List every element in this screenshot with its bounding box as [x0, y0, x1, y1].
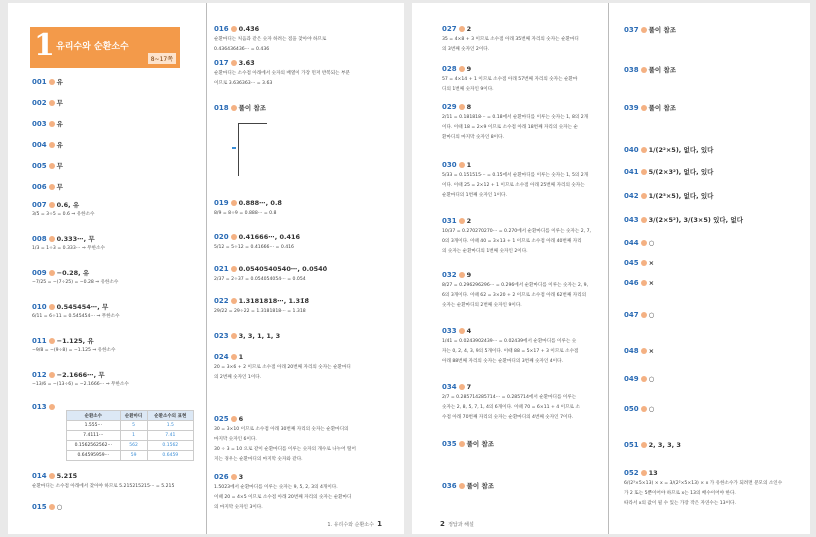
question-answer	[32, 336, 94, 345]
answer-marker-icon	[49, 142, 55, 148]
answer-text: 8	[466, 103, 472, 111]
answer-marker-icon	[459, 272, 465, 278]
answer-text: 풀이 참조	[238, 104, 267, 112]
question-number: 021	[214, 265, 229, 273]
header-rule	[30, 67, 180, 68]
answer-text: 3, 3, 1, 1, 3	[238, 332, 281, 340]
answer-marker-icon	[641, 470, 647, 476]
answer-marker-icon	[231, 474, 237, 480]
question-answer	[442, 481, 494, 490]
question-answer	[214, 233, 300, 241]
question-answer	[32, 77, 63, 86]
question-answer	[442, 103, 471, 111]
answer-text: 3	[238, 473, 244, 481]
explanation-line: 1/41 = 0.0243902439⋯ = 0.0̇243̇9̇에서 순환마디를 이루는 숫	[442, 339, 577, 344]
explanation-line: 순환마디는 처음과 같은 숫자 하려는 점을 찾아야 하므로	[214, 37, 327, 42]
answer-text: 0.41666⋯, 0.416̇	[238, 233, 301, 241]
answer-marker-icon	[49, 473, 55, 479]
question-answer	[624, 25, 676, 34]
question-answer	[214, 415, 243, 423]
question-number: 029	[442, 103, 457, 111]
answer-marker-icon	[49, 121, 55, 127]
explanation-line: 29/22 = 29÷22 = 1.3181818⋯ = 1.31̇8̇	[214, 309, 306, 314]
answer-marker-icon	[231, 266, 237, 272]
answer-marker-icon	[49, 404, 55, 410]
answer-marker-icon	[459, 483, 465, 489]
answer-marker-icon	[49, 184, 55, 190]
answer-text: 풀이 참조	[648, 66, 677, 74]
question-answer	[624, 259, 654, 267]
table-cell: 0.645̇9̇	[147, 451, 193, 461]
question-answer	[624, 311, 654, 319]
answer-text: ×	[648, 259, 655, 267]
explanation-line: 1.5̇02̇3에서 순환마디를 이루는 숫자는 9, 5, 2, 3의 4개이다.	[214, 485, 338, 490]
answer-marker-icon	[641, 217, 647, 223]
table-header: 순환소수의 표현	[147, 411, 193, 421]
question-number: 046	[624, 279, 639, 287]
explanation-line: 의 마지막 숫자인 3이다.	[214, 505, 263, 510]
question-answer	[214, 473, 243, 481]
answer-text: 4	[466, 327, 472, 335]
question-answer	[214, 332, 280, 340]
answer-text: 7	[466, 383, 472, 391]
question-number: 012	[32, 371, 47, 379]
explanation-line: 순환마디는 소수점 아래에서 숫자의 배열이 가장 먼저 반복되는 부분	[214, 71, 350, 76]
answer-text: 풀이 참조	[466, 482, 495, 490]
question-number: 005	[32, 162, 47, 170]
question-number: 035	[442, 440, 457, 448]
question-number: 023	[214, 332, 229, 340]
footer-left: 1. 유리수와 순환소수 1	[327, 520, 382, 528]
explanation-line: 이다. 이때 18 = 2×9 이므로 소수점 아래 18번째 자리의 숫자는 순	[442, 125, 578, 130]
question-answer	[214, 59, 255, 67]
long-division-sketch	[226, 117, 396, 187]
answer-text: 1/(2²×5), 없다, 있다	[648, 146, 714, 154]
answer-text: 무	[56, 183, 63, 191]
answer-text: 9	[466, 65, 472, 73]
question-answer	[32, 472, 77, 480]
explanation-line: 환마디의 마지막 숫자인 8이다.	[442, 135, 505, 140]
question-answer	[624, 441, 681, 449]
answer-marker-icon	[49, 372, 55, 378]
answer-text: 0.4̇3̇6̇	[238, 25, 260, 33]
answer-text: ○	[648, 375, 655, 383]
question-number: 033	[442, 327, 457, 335]
question-answer	[442, 65, 471, 73]
chapter-title: 유리수와 순환소수	[56, 42, 129, 52]
table-row	[67, 421, 194, 431]
answer-text: ○	[56, 503, 63, 511]
answer-text: ×	[648, 279, 655, 287]
question-answer	[32, 200, 79, 209]
chapter-number: 1	[34, 28, 55, 63]
answer-marker-icon	[49, 270, 55, 276]
question-answer	[442, 383, 471, 391]
question-answer	[214, 199, 282, 207]
explanation-line: 6/11 = 6÷11 = 0.545454⋯ ⇒ 무한소수	[32, 314, 120, 319]
question-number: 008	[32, 235, 47, 243]
question-answer	[624, 215, 743, 224]
column-divider	[608, 3, 609, 534]
answer-marker-icon	[231, 60, 237, 66]
answer-text: ○	[648, 239, 655, 247]
explanation-line: 순환마디는 소수점 아래에서 찾아야 하므로 5.215215215⋯ = 5.2̇15̇	[32, 484, 175, 489]
answer-text: 6	[238, 415, 244, 423]
table-row	[67, 451, 194, 461]
table-cell: 562	[120, 441, 147, 451]
question-number: 041	[624, 168, 639, 176]
question-answer	[624, 65, 676, 74]
explanation-line: 6/(2³×5×13) × x = 3/(2²×5×13) × x 가 유한소수가 되려면 분모의 소인수	[624, 481, 783, 486]
answer-marker-icon	[641, 240, 647, 246]
question-number: 051	[624, 441, 639, 449]
repeating-decimal-table	[66, 410, 194, 461]
answer-text: 1/(2³×5), 없다, 있다	[648, 192, 714, 200]
question-answer	[624, 103, 676, 112]
answer-text: 무	[56, 162, 63, 170]
chapter-header	[30, 27, 180, 67]
question-number: 052	[624, 469, 639, 477]
table-cell: 0.1562562562⋯	[67, 441, 121, 451]
answer-marker-icon	[49, 100, 55, 106]
answer-text: 유	[56, 120, 63, 128]
answer-marker-icon	[641, 67, 647, 73]
answer-marker-icon	[459, 162, 465, 168]
question-number: 001	[32, 78, 47, 86]
table-row	[67, 441, 194, 451]
explanation-line: 3/5 = 3÷5 = 0.6 ⇒ 유한소수	[32, 212, 95, 217]
question-number: 002	[32, 99, 47, 107]
question-number: 018	[214, 104, 229, 112]
question-number: 019	[214, 199, 229, 207]
answer-marker-icon	[459, 441, 465, 447]
answer-marker-icon	[231, 416, 237, 422]
explanation-line: 순환마디의 1번째 숫자인 1이다.	[442, 193, 507, 198]
question-number: 028	[442, 65, 457, 73]
explanation-line: 57 = 4×14 + 1 이므로 소수점 아래 57번째 자리의 숫자는 순환마	[442, 77, 578, 82]
explanation-line: −13/6 = −(13÷6) = −2.1666⋯ ⇒ 무한소수	[32, 382, 129, 387]
answer-marker-icon	[49, 304, 55, 310]
table-cell: 1.5̇	[147, 421, 193, 431]
question-number: 022	[214, 297, 229, 305]
question-number: 027	[442, 25, 457, 33]
question-number: 043	[624, 216, 639, 224]
answer-text: 0.545454⋯, 무	[56, 303, 109, 311]
explanation-line: 자는 0, 2, 4, 3, 9의 5개이다. 이때 88 = 5×17 + 3 이므로 소수점	[442, 349, 579, 354]
answer-text: 0.888⋯, 0.8̇	[238, 199, 282, 207]
explanation-line: 5/12 = 5÷12 = 0.41666⋯ = 0.416̇	[214, 245, 294, 250]
column-divider	[206, 3, 207, 534]
question-number: 015	[32, 503, 47, 511]
answer-marker-icon	[641, 105, 647, 111]
explanation-line: 6의 3개이다. 이때 62 = 3×20 + 2 이므로 소수점 아래 62번째 자리의	[442, 293, 587, 298]
explanation-line: 8/9 = 8÷9 = 0.888⋯ = 0.8̇	[214, 211, 277, 216]
remainder-highlight	[232, 147, 236, 149]
question-number: 038	[624, 66, 639, 74]
answer-text: 13	[648, 469, 658, 477]
explanation-line: 지는 경우는 순환마디의 마지막 숫자와 같다.	[214, 457, 303, 462]
question-answer	[624, 279, 654, 287]
explanation-line: 30 ÷ 3 = 10 으로 같이 순환마디를 이루는 숫자의 개수로 나누어 떨어	[214, 447, 356, 452]
answer-text: 풀이 참조	[648, 26, 677, 34]
question-number: 024	[214, 353, 229, 361]
answer-text: ×	[648, 347, 655, 355]
question-answer	[32, 234, 95, 243]
question-answer	[624, 145, 713, 154]
answer-marker-icon	[641, 442, 647, 448]
answer-text: −2.1666⋯, 무	[56, 371, 105, 379]
answer-text: −0.28, 유	[56, 269, 90, 277]
answer-marker-icon	[459, 66, 465, 72]
question-number: 006	[32, 183, 47, 191]
question-answer	[624, 167, 713, 176]
question-number: 003	[32, 120, 47, 128]
table-cell: 0.15̇62̇	[147, 441, 193, 451]
answer-marker-icon	[231, 333, 237, 339]
question-number: 036	[442, 482, 457, 490]
question-number: 004	[32, 141, 47, 149]
question-answer	[624, 191, 713, 200]
question-answer	[442, 161, 471, 169]
question-number: 047	[624, 311, 639, 319]
question-number: 014	[32, 472, 47, 480]
answer-text: 0.333⋯, 무	[56, 235, 95, 243]
answer-marker-icon	[49, 338, 55, 344]
answer-marker-icon	[49, 202, 55, 208]
question-answer	[32, 268, 89, 277]
answer-marker-icon	[231, 200, 237, 206]
table-row	[67, 431, 194, 441]
explanation-line: 2/37 = 2÷37 = 0.054054054⋯ = 0.0̇54̇	[214, 277, 306, 282]
question-answer	[32, 403, 57, 411]
table-cell: 5	[120, 421, 147, 431]
question-answer	[32, 161, 63, 170]
explanation-line: 8/27 = 0.296296296⋯ = 0.2̇96̇에서 순환마디를 이루는 숫자는 2, 9,	[442, 283, 589, 288]
answer-marker-icon	[459, 104, 465, 110]
answer-marker-icon	[641, 280, 647, 286]
question-number: 045	[624, 259, 639, 267]
question-answer	[32, 140, 63, 149]
question-answer	[442, 271, 471, 279]
question-answer	[32, 98, 63, 107]
answer-text: 2, 3, 3, 3	[648, 441, 681, 449]
question-answer	[442, 439, 494, 448]
question-number: 011	[32, 337, 47, 345]
answer-marker-icon	[641, 376, 647, 382]
answer-text: 3/(2×5²), 3/(3×5) 있다, 없다	[648, 216, 743, 224]
explanation-line: 디의 1번째 숫자인 9이다.	[442, 87, 494, 92]
question-answer	[214, 103, 266, 112]
question-number: 013	[32, 403, 47, 411]
answer-marker-icon	[641, 406, 647, 412]
question-answer	[442, 25, 471, 33]
question-number: 042	[624, 192, 639, 200]
answer-marker-icon	[459, 328, 465, 334]
table-cell: 7.41̇	[147, 431, 193, 441]
answer-text: 풀이 참조	[466, 440, 495, 448]
question-number: 032	[442, 271, 457, 279]
answer-text: 1	[238, 353, 244, 361]
answer-text: 2	[466, 217, 472, 225]
question-number: 037	[624, 26, 639, 34]
question-answer	[442, 327, 471, 335]
answer-text: 1	[466, 161, 472, 169]
question-answer	[624, 375, 654, 383]
question-answer	[442, 217, 471, 225]
chapter-pages: 8~17쪽	[148, 53, 176, 64]
question-number: 039	[624, 104, 639, 112]
answer-text: 풀이 참조	[648, 104, 677, 112]
explanation-line: 2/7 = 0.285714285714⋯ = 0.2̇85714̇에서 순환마디를 이루는	[442, 395, 577, 400]
explanation-line: 0의 3개이다. 이때 40 = 3×13 + 1 이므로 소수점 아래 40번째 자리	[442, 239, 582, 244]
answer-marker-icon	[641, 169, 647, 175]
table-cell: 0.64595959⋯	[67, 451, 121, 461]
question-answer	[624, 405, 654, 413]
answer-text: 1.3181818⋯, 1.31̇8̇	[238, 297, 310, 305]
question-number: 030	[442, 161, 457, 169]
question-number: 044	[624, 239, 639, 247]
table-cell: 59	[120, 451, 147, 461]
explanation-line: 가 2 또는 5뿐이어야 하므로 x는 13의 배수이어야 한다.	[624, 491, 736, 496]
explanation-line: 이므로 3.636363⋯ = 3.6̇3̇	[214, 81, 273, 86]
answer-marker-icon	[231, 26, 237, 32]
answer-text: 3.6̇3̇	[238, 59, 255, 67]
question-answer	[32, 119, 63, 128]
question-number: 026	[214, 473, 229, 481]
explanation-line: 의 3번째 숫자인 2이다.	[442, 47, 490, 52]
question-answer	[32, 370, 105, 379]
question-number: 040	[624, 146, 639, 154]
answer-marker-icon	[49, 504, 55, 510]
explanation-line: 의 숫자는 순환마디의 1번째 숫자인 2이다.	[442, 249, 528, 254]
question-answer	[32, 302, 108, 311]
question-number: 048	[624, 347, 639, 355]
answer-marker-icon	[641, 260, 647, 266]
question-number: 020	[214, 233, 229, 241]
answer-marker-icon	[49, 236, 55, 242]
answer-marker-icon	[641, 312, 647, 318]
explanation-line: 의 2번째 숫자인 1이다.	[214, 375, 262, 380]
table-cell: 1	[120, 431, 147, 441]
question-answer	[214, 265, 327, 273]
answer-text: ○	[648, 405, 655, 413]
explanation-line: −7/25 = −(7÷25) = −0.28 ⇒ 유한소수	[32, 280, 119, 285]
question-number: 009	[32, 269, 47, 277]
answer-marker-icon	[641, 348, 647, 354]
question-answer	[624, 347, 654, 355]
answer-marker-icon	[459, 384, 465, 390]
explanation-line: 이때 20 = 4×5 이므로 소수점 아래 20번째 자리의 숫자는 순환마디	[214, 495, 352, 500]
explanation-line: 이다. 이때 25 = 2×12 + 1 이므로 소수점 아래 25번째 자리의 숫자는	[442, 183, 585, 188]
explanation-line: 수점 아래 70번째 자리의 숫자는 순환마디의 4번째 숫자인 7이다.	[442, 415, 574, 420]
explanation-line: 숫자는 2, 8, 5, 7, 1, 4의 6개이다. 이때 70 = 6×11 + 4 이므로 소	[442, 405, 580, 410]
explanation-line: 5/33 = 0.151515⋯ = 0.1̇5̇에서 순환마디를 이루는 숫자는 1, 5의 2개	[442, 173, 589, 178]
question-answer	[214, 353, 243, 361]
question-answer	[32, 182, 63, 191]
answer-text: 0.6, 유	[56, 201, 80, 209]
explanation-line: 따라서 x의 값이 될 수 있는 가장 작은 자연수는 13이다.	[624, 501, 736, 506]
question-number: 049	[624, 375, 639, 383]
explanation-line: 아래 88번째 자리의 숫자는 순환마디의 3번째 숫자인 4이다.	[442, 359, 564, 364]
answer-text: 유	[56, 78, 63, 86]
page-right	[412, 3, 810, 534]
explanation-line: 10/37 = 0.270270270⋯ = 0.2̇70̇에서 순환마디를 이루는 숫자는 2, 7,	[442, 229, 591, 234]
explanation-line: 1/3 = 1÷3 = 0.333⋯ ⇒ 무한소수	[32, 246, 105, 251]
page-left	[8, 3, 404, 534]
answer-marker-icon	[231, 354, 237, 360]
question-number: 010	[32, 303, 47, 311]
question-answer	[214, 25, 259, 33]
question-number: 031	[442, 217, 457, 225]
answer-text: −1.125, 유	[56, 337, 94, 345]
answer-text: 5/(2×3²), 없다, 있다	[648, 168, 714, 176]
answer-text: 0.0540540540⋯, 0.05̇4̇0̇	[238, 265, 328, 273]
question-answer	[214, 297, 309, 305]
explanation-line: 마지막 숫자인 6이다.	[214, 437, 257, 442]
question-number: 034	[442, 383, 457, 391]
answer-marker-icon	[49, 79, 55, 85]
explanation-line: −9/8 = −(9÷8) = −1.125 ⇒ 유한소수	[32, 348, 116, 353]
question-number: 050	[624, 405, 639, 413]
explanation-line: 35 = 4×8 + 3 이므로 소수점 아래 35번째 자리의 숫자는 순환마디	[442, 37, 579, 42]
table-header: 순환마디	[120, 411, 147, 421]
table-cell: 7.4111⋯	[67, 431, 121, 441]
explanation-line: 숫자는 순환마디의 2번째 숫자인 9이다.	[442, 303, 522, 308]
answer-marker-icon	[641, 27, 647, 33]
explanation-line: 2/11 = 0.181818⋯ = 0.1̇8̇에서 순환마디를 이루는 숫자는 1, 8의 2개	[442, 115, 589, 120]
answer-text: 9	[466, 271, 472, 279]
answer-marker-icon	[231, 105, 237, 111]
footer-right: 2 정답과 해설	[440, 520, 474, 528]
answer-text: 2	[466, 25, 472, 33]
answer-marker-icon	[459, 218, 465, 224]
answer-text: 무	[56, 99, 63, 107]
answer-marker-icon	[641, 147, 647, 153]
question-number: 017	[214, 59, 229, 67]
question-answer	[624, 239, 654, 247]
question-answer	[624, 469, 658, 477]
answer-marker-icon	[641, 193, 647, 199]
answer-marker-icon	[231, 298, 237, 304]
answer-text: 유	[56, 141, 63, 149]
answer-marker-icon	[49, 163, 55, 169]
answer-text: ○	[648, 311, 655, 319]
answer-text: 5.21̇5̇	[56, 472, 78, 480]
question-number: 025	[214, 415, 229, 423]
table-cell: 1.555⋯	[67, 421, 121, 431]
explanation-line: 30 = 3×10 이므로 소수점 아래 30번째 자리의 숫자는 순환마디의	[214, 427, 349, 432]
explanation-line: 20 = 3×6 + 2 이므로 소수점 아래 20번째 자리의 숫자는 순환마디	[214, 365, 351, 370]
answer-marker-icon	[231, 234, 237, 240]
question-answer	[32, 503, 62, 511]
explanation-line: 0.436436436⋯ = 0.4̇36̇	[214, 47, 270, 52]
question-number: 007	[32, 201, 47, 209]
question-number: 016	[214, 25, 229, 33]
table-header: 순환소수	[67, 411, 121, 421]
answer-marker-icon	[459, 26, 465, 32]
